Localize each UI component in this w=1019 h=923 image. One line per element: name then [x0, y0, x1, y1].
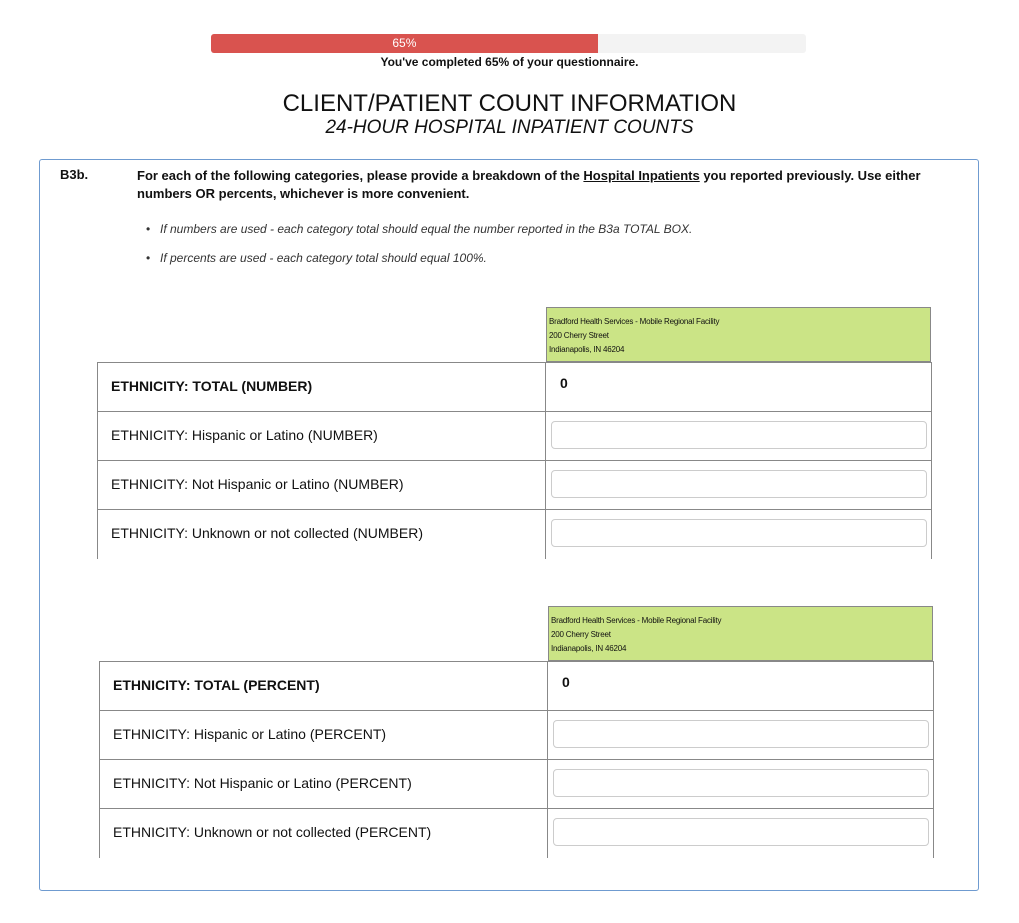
facility-street: 200 Cherry Street — [549, 331, 609, 340]
unknown-number-input[interactable] — [551, 519, 927, 547]
instruction-bullet: • If percents are used - each category total should equal 100%. — [160, 251, 487, 265]
page-subtitle: 24-HOUR HOSPITAL INPATIENT COUNTS — [325, 117, 694, 138]
progress-fill: 65% — [211, 34, 598, 53]
row-label: ETHNICITY: Not Hispanic or Latino (NUMBER) — [97, 461, 546, 510]
facility-name: Bradford Health Services - Mobile Regional Facility — [551, 616, 722, 625]
facility-street: 200 Cherry Street — [551, 630, 611, 639]
page-title: CLIENT/PATIENT COUNT INFORMATION — [282, 90, 737, 117]
not-hispanic-number-input[interactable] — [551, 470, 927, 498]
total-value: 0 — [560, 375, 568, 391]
table-row — [99, 808, 934, 857]
row-label: ETHNICITY: Hispanic or Latino (PERCENT) — [99, 711, 548, 760]
table-row — [97, 460, 932, 509]
total-value: 0 — [562, 674, 570, 690]
progress-bar — [211, 34, 806, 53]
row-label: ETHNICITY: Unknown or not collected (NUMBER) — [97, 510, 546, 559]
row-label: ETHNICITY: Hispanic or Latino (NUMBER) — [97, 412, 546, 461]
row-label: ETHNICITY: TOTAL (PERCENT) — [99, 662, 548, 711]
table-row — [99, 710, 934, 759]
facility-header — [548, 606, 933, 661]
table-row-total — [99, 661, 934, 710]
not-hispanic-percent-input[interactable] — [553, 769, 929, 797]
table-row-total — [97, 362, 932, 411]
table-row — [97, 411, 932, 460]
progress-text: You've completed 65% of your questionnaire. — [380, 55, 639, 69]
question-number: B3b. — [60, 167, 89, 182]
hospital-inpatients-term: Hospital Inpatients — [583, 168, 700, 183]
facility-header — [546, 307, 931, 362]
row-label: ETHNICITY: Not Hispanic or Latino (PERCENT) — [99, 760, 548, 809]
unknown-percent-input[interactable] — [553, 818, 929, 846]
facility-name: Bradford Health Services - Mobile Regional Facility — [549, 317, 720, 326]
facility-city: Indianapolis, IN 46204 — [549, 345, 625, 354]
table-row — [99, 759, 934, 808]
question-panel — [39, 159, 979, 891]
row-label: ETHNICITY: Unknown or not collected (PERCENT) — [99, 809, 548, 858]
row-label: ETHNICITY: TOTAL (NUMBER) — [97, 363, 546, 412]
table-row — [97, 509, 932, 558]
hispanic-percent-input[interactable] — [553, 720, 929, 748]
question-text — [137, 167, 947, 203]
instruction-bullet: • If numbers are used - each category total should equal the number reported in the B3a TOTAL BOX. — [160, 222, 692, 236]
question-text-end: you reported previously. Use either numbers OR percents, whichever is more convenient. — [137, 168, 921, 201]
question-text-start: For each of the following categories, please provide a breakdown of the — [137, 168, 584, 183]
facility-city: Indianapolis, IN 46204 — [551, 644, 627, 653]
hispanic-number-input[interactable] — [551, 421, 927, 449]
